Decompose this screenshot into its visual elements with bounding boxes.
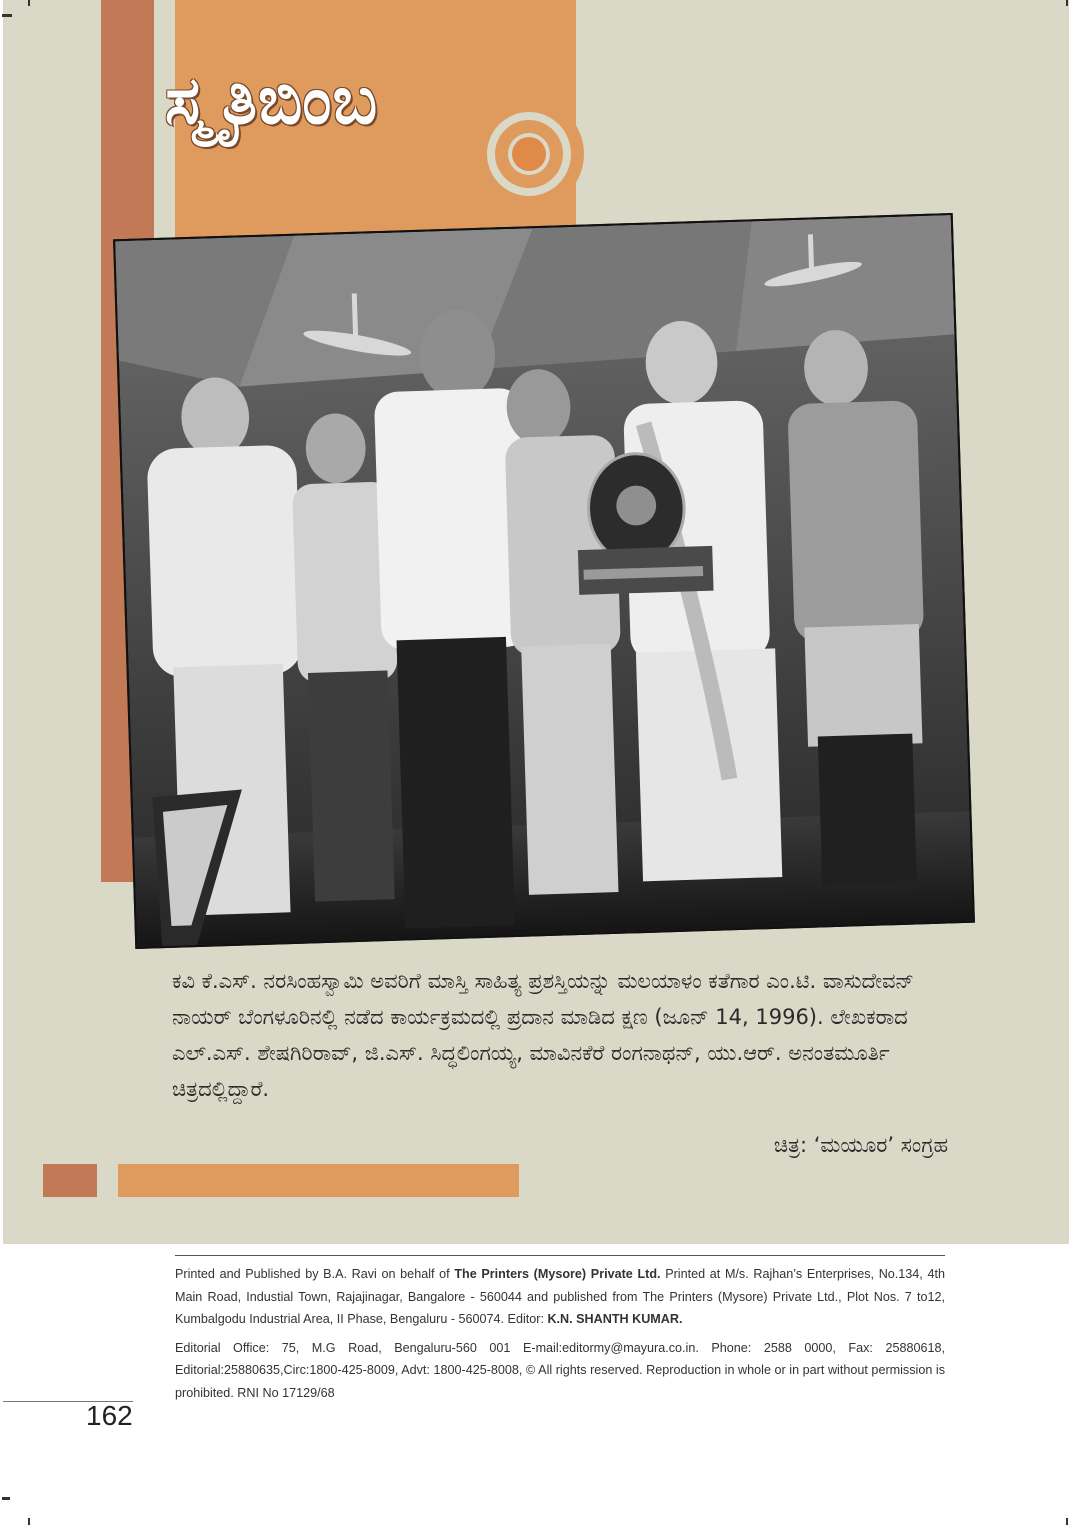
page-title: ಸ್ಮೃತಿಬಿಂಬ <box>165 62 379 139</box>
photo-frame <box>124 226 964 936</box>
crop-mark <box>1066 0 1068 6</box>
crop-mark <box>2 1497 10 1500</box>
crop-mark <box>1066 1518 1068 1525</box>
crop-mark <box>28 1518 30 1525</box>
imprint-block <box>175 1263 945 1410</box>
decorative-orange-bar <box>118 1164 519 1197</box>
photo-caption: ಕವಿ ಕೆ.ಎಸ್. ನರಸಿಂಹಸ್ವಾಮಿ ಅವರಿಗೆ ಮಾಸ್ತಿ ಸಾಹಿತ್ಯ ಪ್ರಶಸ್ತಿಯನ್ನು ಮಲಯಾಳಂ ಕತೆಗಾರ ಎಂ.ಟಿ. ವಾಸುದೇವನ್ ನಾಯರ್ ಬೆಂಗಳೂರಿನಲ್ಲಿ ನಡೆದ ಕಾರ್ಯಕ್ರಮದಲ್ಲಿ ಪ್ರದಾನ ಮಾಡಿದ ಕ್ಷಣ (ಜೂನ್ 14, 1996). ಲೇಖಕರಾದ ಎಲ್.ಎಸ್. ಶೇಷಗಿರಿರಾವ್, ಜಿ.ಎಸ್. ಸಿದ್ಧಲಿಂಗಯ್ಯ, ಮಾವಿನಕೆರೆ ರಂಗನಾಥನ್, ಯು.ಆರ್. ಅನಂತಮೂರ್ತಿ ಚಿತ್ರದಲ್ಲಿದ್ದಾರೆ. <box>172 969 914 1101</box>
crop-mark <box>2 14 12 17</box>
target-circle-icon <box>473 98 585 210</box>
award-ceremony-photo <box>113 213 975 949</box>
imprint-publisher: Printed and Published by B.A. Ravi on behalf of The Printers (Mysore) Private Ltd. Printed at M/s. Rajhan’s Enterprises, No.134, 4th Main Road, Industial Town, Rajajinagar, Bangalore - 560044 and published from The Printers (Mysore) Private Ltd., Plot Nos. 7 to12, Kumbalgodu Industrial Area, II Phase, Bengaluru - 560074. Editor: K.N. SHANTH KUMAR. <box>175 1267 945 1326</box>
page-number: 162 <box>86 1400 133 1431</box>
imprint-divider <box>175 1255 945 1256</box>
imprint-editorial-office: Editorial Office: 75, M.G Road, Bengaluru-560 001 E-mail:editormy@mayura.co.in. Phone: 2588 0000, Fax: 25880618, Editorial:25880635,Circ:1800-425-8009, Advt: 1800-425-8008, © All rights reserved. Reproduction in whole or in part without permission is prohibited. RNI No 17129/68 <box>175 1340 945 1400</box>
photo-credit: ಚಿತ್ರ: ‘ಮಯೂರ’ ಸಂಗ್ರಹ <box>773 1133 948 1157</box>
decorative-rust-block <box>43 1164 97 1197</box>
crop-mark <box>28 0 30 6</box>
